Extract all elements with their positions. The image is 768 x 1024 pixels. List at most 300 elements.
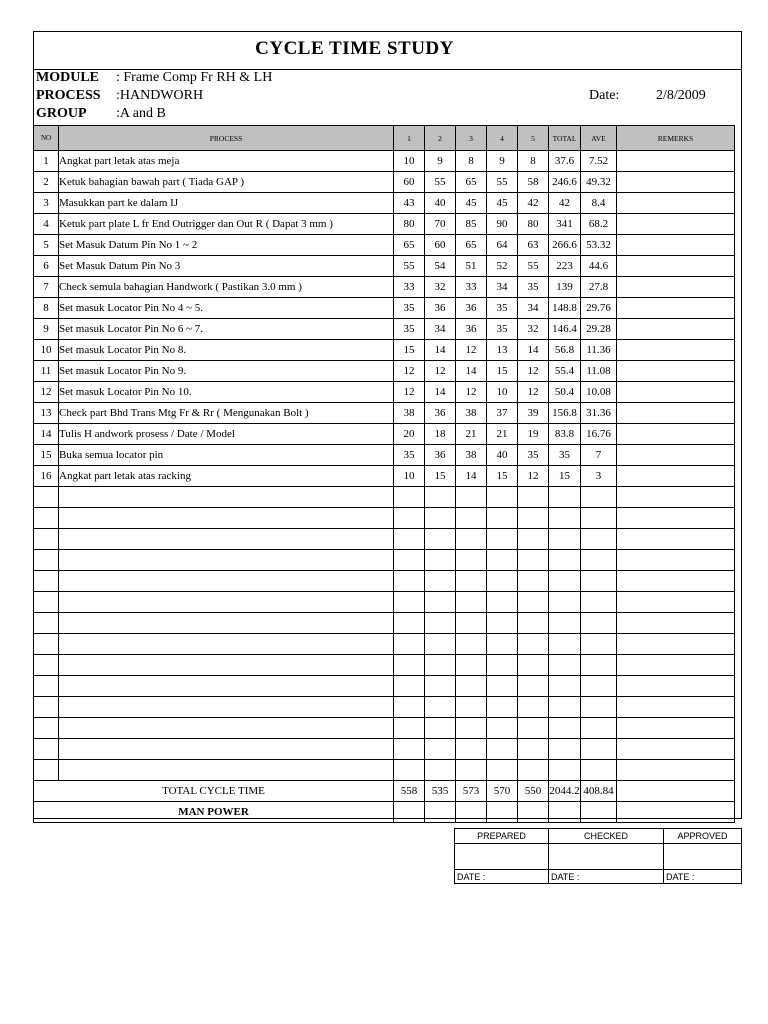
row-total: 223 (549, 256, 581, 277)
row-t4: 55 (487, 172, 518, 193)
row-t2: 32 (425, 277, 456, 298)
row-t2: 70 (425, 214, 456, 235)
row-t4: 35 (487, 298, 518, 319)
empty-table-row (34, 508, 735, 529)
row-t4: 45 (487, 193, 518, 214)
empty-table-row (34, 676, 735, 697)
row-total: 56.8 (549, 340, 581, 361)
empty-cell (581, 718, 617, 739)
row-t1: 65 (394, 235, 425, 256)
empty-cell (34, 550, 59, 571)
empty-cell (394, 592, 425, 613)
row-t1: 10 (394, 151, 425, 172)
empty-cell (59, 739, 394, 760)
row-t2: 36 (425, 445, 456, 466)
row-number: 11 (34, 361, 59, 382)
empty-cell (617, 613, 735, 634)
empty-cell (581, 550, 617, 571)
row-remarks (617, 340, 735, 361)
empty-cell (394, 718, 425, 739)
empty-cell (581, 634, 617, 655)
row-process: Check part Bhd Trans Mtg Fr & Rr ( Mengunakan Bolt ) (59, 403, 394, 424)
row-t2: 36 (425, 403, 456, 424)
table-body (34, 151, 735, 781)
row-t1: 12 (394, 382, 425, 403)
empty-cell (549, 634, 581, 655)
manpower-label: MAN POWER (34, 802, 394, 823)
empty-cell (617, 550, 735, 571)
empty-cell (518, 571, 549, 592)
empty-cell (425, 529, 456, 550)
row-ave: 11.08 (581, 361, 617, 382)
row-t2: 60 (425, 235, 456, 256)
empty-cell (59, 529, 394, 550)
empty-cell (394, 529, 425, 550)
row-total: 341 (549, 214, 581, 235)
row-t3: 51 (456, 256, 487, 277)
row-t5: 80 (518, 214, 549, 235)
row-total: 146.4 (549, 319, 581, 340)
empty-cell (581, 487, 617, 508)
table-row (34, 235, 735, 256)
empty-cell (518, 739, 549, 760)
row-t3: 12 (456, 340, 487, 361)
empty-cell (425, 550, 456, 571)
empty-table-row (34, 487, 735, 508)
row-t1: 35 (394, 298, 425, 319)
table-row (34, 445, 735, 466)
empty-cell (394, 634, 425, 655)
empty-cell (59, 697, 394, 718)
empty-cell (518, 529, 549, 550)
table-row (34, 382, 735, 403)
row-t2: 34 (425, 319, 456, 340)
empty-cell (456, 739, 487, 760)
empty-cell (394, 760, 425, 781)
row-total: 246.6 (549, 172, 581, 193)
row-process: Set masuk Locator Pin No 6 ~ 7. (59, 319, 394, 340)
empty-cell (34, 508, 59, 529)
row-t4: 10 (487, 382, 518, 403)
empty-cell (59, 655, 394, 676)
row-total: 266.6 (549, 235, 581, 256)
table-row (34, 256, 735, 277)
prepared-date-field[interactable]: DATE : (455, 870, 549, 884)
row-number: 4 (34, 214, 59, 235)
manpower-row (34, 802, 735, 823)
empty-cell (518, 760, 549, 781)
row-t1: 15 (394, 340, 425, 361)
row-t4: 37 (487, 403, 518, 424)
manpower-cell (581, 802, 617, 823)
row-ave: 16.76 (581, 424, 617, 445)
empty-cell (456, 508, 487, 529)
empty-cell (34, 739, 59, 760)
total-cycle-time-label: TOTAL CYCLE TIME (34, 781, 394, 802)
empty-cell (487, 529, 518, 550)
row-t4: 13 (487, 340, 518, 361)
checked-signature-field[interactable] (549, 844, 664, 870)
row-remarks (617, 172, 735, 193)
row-t4: 34 (487, 277, 518, 298)
row-remarks (617, 445, 735, 466)
row-process: Set masuk Locator Pin No 4 ~ 5. (59, 298, 394, 319)
total-trial-1: 558 (394, 781, 425, 802)
row-t1: 43 (394, 193, 425, 214)
module-value: : Frame Comp Fr RH & LH (116, 70, 273, 85)
manpower-cell (617, 802, 735, 823)
row-number: 16 (34, 466, 59, 487)
empty-cell (617, 529, 735, 550)
row-total: 139 (549, 277, 581, 298)
row-number: 3 (34, 193, 59, 214)
manpower-cell (487, 802, 518, 823)
empty-cell (425, 760, 456, 781)
row-ave: 11.36 (581, 340, 617, 361)
row-t2: 36 (425, 298, 456, 319)
manpower-cell (425, 802, 456, 823)
row-t4: 9 (487, 151, 518, 172)
empty-cell (549, 718, 581, 739)
empty-cell (549, 487, 581, 508)
empty-cell (456, 655, 487, 676)
empty-cell (34, 760, 59, 781)
row-t2: 55 (425, 172, 456, 193)
empty-cell (425, 613, 456, 634)
total-cycle-time-row (34, 781, 735, 802)
row-number: 14 (34, 424, 59, 445)
row-process: Masukkan part ke dalam IJ (59, 193, 394, 214)
empty-cell (59, 613, 394, 634)
empty-cell (581, 697, 617, 718)
table-row (34, 151, 735, 172)
empty-cell (394, 571, 425, 592)
col-header-no: NO (34, 126, 59, 151)
empty-cell (617, 634, 735, 655)
row-t3: 38 (456, 403, 487, 424)
empty-cell (581, 571, 617, 592)
empty-cell (425, 571, 456, 592)
empty-cell (456, 550, 487, 571)
row-t4: 52 (487, 256, 518, 277)
empty-cell (487, 613, 518, 634)
empty-cell (425, 508, 456, 529)
empty-cell (617, 592, 735, 613)
empty-table-row (34, 760, 735, 781)
empty-table-row (34, 571, 735, 592)
empty-cell (581, 613, 617, 634)
row-t1: 60 (394, 172, 425, 193)
row-remarks (617, 235, 735, 256)
empty-cell (34, 571, 59, 592)
empty-cell (487, 655, 518, 676)
table-row (34, 214, 735, 235)
table-row (34, 193, 735, 214)
row-t3: 65 (456, 235, 487, 256)
empty-cell (425, 592, 456, 613)
col-header-remarks: REMERKS (617, 126, 735, 151)
empty-cell (425, 718, 456, 739)
empty-cell (487, 634, 518, 655)
row-t5: 32 (518, 319, 549, 340)
empty-cell (518, 613, 549, 634)
empty-cell (487, 739, 518, 760)
empty-cell (518, 508, 549, 529)
row-total: 148.8 (549, 298, 581, 319)
col-header-trial-4: 4 (487, 126, 518, 151)
row-process: Set Masuk Datum Pin No 1 ~ 2 (59, 235, 394, 256)
empty-cell (456, 613, 487, 634)
process-label: PROCESS (36, 88, 101, 103)
empty-cell (425, 655, 456, 676)
row-t3: 12 (456, 382, 487, 403)
row-process: Set masuk Locator Pin No 9. (59, 361, 394, 382)
row-t4: 15 (487, 466, 518, 487)
row-number: 13 (34, 403, 59, 424)
row-number: 15 (34, 445, 59, 466)
empty-cell (518, 592, 549, 613)
row-t1: 33 (394, 277, 425, 298)
row-t5: 14 (518, 340, 549, 361)
total-trial-4: 570 (487, 781, 518, 802)
row-t4: 64 (487, 235, 518, 256)
empty-cell (425, 676, 456, 697)
empty-cell (518, 487, 549, 508)
empty-table-row (34, 550, 735, 571)
row-t5: 12 (518, 466, 549, 487)
row-t3: 21 (456, 424, 487, 445)
empty-cell (34, 529, 59, 550)
empty-cell (549, 676, 581, 697)
approved-date-field[interactable]: DATE : (664, 870, 742, 884)
row-t1: 35 (394, 319, 425, 340)
empty-cell (617, 718, 735, 739)
empty-cell (549, 550, 581, 571)
empty-cell (456, 634, 487, 655)
row-t4: 40 (487, 445, 518, 466)
row-number: 12 (34, 382, 59, 403)
empty-cell (59, 550, 394, 571)
row-t3: 14 (456, 361, 487, 382)
row-total: 55.4 (549, 361, 581, 382)
empty-cell (617, 508, 735, 529)
col-header-trial-5: 5 (518, 126, 549, 151)
row-total: 35 (549, 445, 581, 466)
row-t1: 35 (394, 445, 425, 466)
empty-cell (581, 655, 617, 676)
row-remarks (617, 214, 735, 235)
empty-cell (549, 592, 581, 613)
empty-cell (34, 676, 59, 697)
row-t4: 21 (487, 424, 518, 445)
row-t5: 35 (518, 277, 549, 298)
manpower-cell (456, 802, 487, 823)
row-remarks (617, 277, 735, 298)
empty-cell (59, 571, 394, 592)
row-number: 2 (34, 172, 59, 193)
empty-cell (59, 718, 394, 739)
empty-cell (518, 718, 549, 739)
row-t5: 42 (518, 193, 549, 214)
empty-cell (617, 487, 735, 508)
row-number: 5 (34, 235, 59, 256)
empty-table-row (34, 634, 735, 655)
empty-cell (456, 487, 487, 508)
table-row (34, 466, 735, 487)
checked-date-field[interactable]: DATE : (549, 870, 664, 884)
empty-cell (34, 697, 59, 718)
prepared-signature-field[interactable] (455, 844, 549, 870)
col-header-trial-3: 3 (456, 126, 487, 151)
row-process: Set masuk Locator Pin No 8. (59, 340, 394, 361)
empty-cell (456, 760, 487, 781)
row-t3: 36 (456, 298, 487, 319)
total-trial-2: 535 (425, 781, 456, 802)
row-ave: 8.4 (581, 193, 617, 214)
total-total: 2044.2 (549, 781, 581, 802)
row-remarks (617, 298, 735, 319)
row-process: Angkat part letak atas meja (59, 151, 394, 172)
row-remarks (617, 424, 735, 445)
row-t3: 65 (456, 172, 487, 193)
total-trial-3: 573 (456, 781, 487, 802)
table-row (34, 298, 735, 319)
empty-cell (581, 592, 617, 613)
row-number: 1 (34, 151, 59, 172)
row-t5: 8 (518, 151, 549, 172)
row-process: Tulis H andwork prosess / Date / Model (59, 424, 394, 445)
empty-cell (487, 676, 518, 697)
empty-cell (518, 676, 549, 697)
empty-cell (518, 655, 549, 676)
row-remarks (617, 256, 735, 277)
total-trial-5: 550 (518, 781, 549, 802)
col-header-trial-2: 2 (425, 126, 456, 151)
empty-cell (487, 592, 518, 613)
row-process: Set Masuk Datum Pin No 3 (59, 256, 394, 277)
row-ave: 7.52 (581, 151, 617, 172)
row-t1: 10 (394, 466, 425, 487)
row-t3: 38 (456, 445, 487, 466)
prepared-header: PREPARED (455, 829, 549, 844)
row-remarks (617, 151, 735, 172)
empty-table-row (34, 529, 735, 550)
row-t5: 35 (518, 445, 549, 466)
empty-cell (34, 592, 59, 613)
row-total: 37.6 (549, 151, 581, 172)
empty-cell (34, 634, 59, 655)
total-ave: 408.84 (581, 781, 617, 802)
row-t5: 39 (518, 403, 549, 424)
row-total: 83.8 (549, 424, 581, 445)
empty-cell (617, 655, 735, 676)
empty-cell (487, 487, 518, 508)
row-remarks (617, 193, 735, 214)
empty-cell (549, 697, 581, 718)
col-header-total: TOTAL (549, 126, 581, 151)
row-t2: 54 (425, 256, 456, 277)
empty-cell (617, 697, 735, 718)
row-remarks (617, 319, 735, 340)
col-header-ave: AVE (581, 126, 617, 151)
empty-cell (617, 739, 735, 760)
row-total: 50.4 (549, 382, 581, 403)
table-row (34, 340, 735, 361)
empty-cell (34, 655, 59, 676)
empty-cell (456, 718, 487, 739)
empty-cell (425, 697, 456, 718)
row-number: 8 (34, 298, 59, 319)
row-t1: 12 (394, 361, 425, 382)
empty-cell (549, 655, 581, 676)
col-header-trial-1: 1 (394, 126, 425, 151)
empty-cell (394, 487, 425, 508)
empty-table-row (34, 697, 735, 718)
row-t2: 18 (425, 424, 456, 445)
empty-cell (394, 655, 425, 676)
empty-cell (456, 571, 487, 592)
approved-header: APPROVED (664, 829, 742, 844)
checked-header: CHECKED (549, 829, 664, 844)
empty-cell (617, 760, 735, 781)
empty-cell (394, 697, 425, 718)
empty-cell (549, 508, 581, 529)
signoff-table (454, 828, 742, 884)
row-t5: 19 (518, 424, 549, 445)
empty-cell (487, 697, 518, 718)
empty-cell (549, 571, 581, 592)
row-t4: 90 (487, 214, 518, 235)
empty-cell (518, 634, 549, 655)
empty-table-row (34, 592, 735, 613)
empty-cell (518, 697, 549, 718)
row-ave: 68.2 (581, 214, 617, 235)
empty-cell (549, 760, 581, 781)
manpower-cell (518, 802, 549, 823)
empty-cell (425, 739, 456, 760)
empty-cell (394, 613, 425, 634)
empty-cell (34, 613, 59, 634)
table-row (34, 361, 735, 382)
empty-table-row (34, 655, 735, 676)
date-value: 2/8/2009 (656, 88, 706, 103)
empty-cell (487, 760, 518, 781)
row-ave: 27.8 (581, 277, 617, 298)
empty-cell (394, 739, 425, 760)
empty-cell (581, 529, 617, 550)
row-t1: 38 (394, 403, 425, 424)
approved-signature-field[interactable] (664, 844, 742, 870)
row-remarks (617, 403, 735, 424)
row-t5: 34 (518, 298, 549, 319)
empty-cell (456, 697, 487, 718)
empty-cell (617, 676, 735, 697)
row-t1: 20 (394, 424, 425, 445)
row-ave: 44.6 (581, 256, 617, 277)
row-t3: 85 (456, 214, 487, 235)
row-ave: 3 (581, 466, 617, 487)
row-t1: 55 (394, 256, 425, 277)
empty-cell (394, 550, 425, 571)
empty-cell (59, 760, 394, 781)
row-ave: 29.76 (581, 298, 617, 319)
row-ave: 49.32 (581, 172, 617, 193)
table-row (34, 172, 735, 193)
total-remarks-cell (617, 781, 735, 802)
module-label: MODULE (36, 70, 99, 85)
row-remarks (617, 382, 735, 403)
row-ave: 7 (581, 445, 617, 466)
